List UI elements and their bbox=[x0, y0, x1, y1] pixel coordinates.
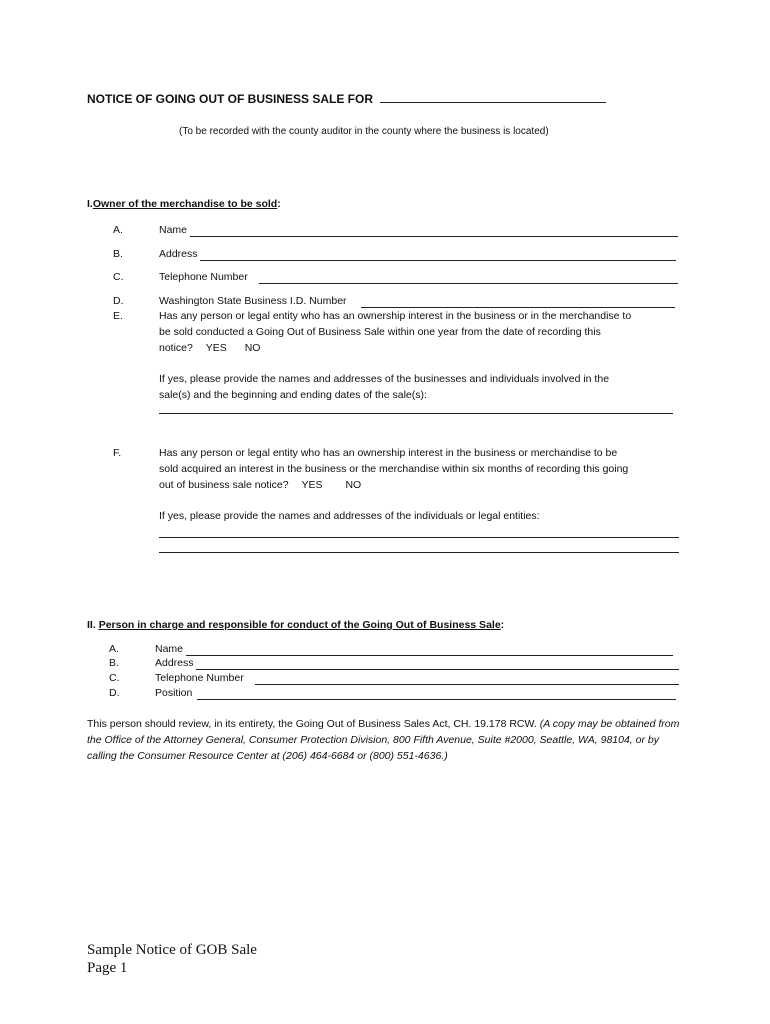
s1-e-line3 bbox=[159, 342, 260, 354]
s2-position-label: Position bbox=[155, 687, 193, 699]
s2-phone-label: Telephone Number bbox=[155, 672, 244, 684]
s1-letter-f: F. bbox=[113, 447, 122, 459]
s1-e-line1: Has any person or legal entity who has an ownership interest in the business or in the merchandise to bbox=[159, 310, 632, 322]
s1-f-yes-option[interactable]: YES bbox=[301, 479, 323, 491]
section-1-heading bbox=[87, 198, 281, 210]
s2-letter-b: B. bbox=[109, 657, 119, 669]
s1-name-field[interactable] bbox=[190, 236, 678, 237]
s1-phone-field[interactable] bbox=[259, 283, 678, 284]
s1-f-ifyes: If yes, please provide the names and addresses of the individuals or legal entities: bbox=[159, 510, 540, 522]
s1-e-question: notice? bbox=[159, 342, 193, 354]
section-2-title: Person in charge and responsible for conduct of the Going Out of Business Sale bbox=[98, 619, 501, 631]
section-1-colon: : bbox=[277, 198, 281, 210]
s2-letter-a: A. bbox=[109, 643, 119, 655]
s1-f-answer-field-2[interactable] bbox=[159, 552, 679, 553]
s1-e-line2: be sold conducted a Going Out of Business Sale within one year from the date of recording this bbox=[159, 326, 601, 338]
section-2-heading bbox=[87, 619, 504, 631]
title-blank-field[interactable] bbox=[380, 92, 606, 103]
s1-e-ifyes-line2: sale(s) and the beginning and ending dates of the sale(s): bbox=[159, 389, 427, 401]
footer-title: Sample Notice of GOB Sale bbox=[87, 942, 257, 958]
section-1-title: Owner of the merchandise to be sold bbox=[92, 198, 278, 210]
s1-f-line3 bbox=[159, 479, 361, 491]
s1-e-answer-field[interactable] bbox=[159, 413, 673, 414]
s1-letter-c: C. bbox=[113, 271, 124, 283]
s2-name-field[interactable] bbox=[186, 655, 673, 656]
s1-business-id-field[interactable] bbox=[361, 307, 675, 308]
title-text: NOTICE OF GOING OUT OF BUSINESS SALE FOR bbox=[87, 92, 374, 106]
s1-f-no-option[interactable]: NO bbox=[345, 479, 362, 491]
s1-letter-a: A. bbox=[113, 224, 123, 236]
s2-name-label: Name bbox=[155, 643, 184, 655]
page-title bbox=[87, 92, 606, 106]
section-2-number: II. bbox=[87, 619, 96, 631]
section-2-colon: : bbox=[500, 619, 505, 631]
s2-address-label: Address bbox=[155, 657, 194, 669]
review-text: This person should review, in its entirety, the Going Out of Business Sales Act, CH. 19.178 RCW. bbox=[87, 718, 537, 730]
s1-e-ifyes-line1: If yes, please provide the names and addresses of the businesses and individuals involved in the bbox=[159, 373, 610, 385]
s2-position-field[interactable] bbox=[197, 699, 676, 700]
review-note: (A copy may be obtained from the Office of the Attorney General, Consumer Protection Division, 800 Fifth Avenue, Suite #2000, Seattle, WA, 98104, or by calling the Consumer Resource Center at (206) 464-6684 or (800) 551-4636.) bbox=[87, 718, 680, 762]
s1-e-yes-option[interactable]: YES bbox=[205, 342, 227, 354]
s1-name-label: Name bbox=[159, 224, 188, 236]
s1-f-line1: Has any person or legal entity who has an ownership interest in the business or merchandise to be bbox=[159, 447, 618, 459]
s1-phone-label: Telephone Number bbox=[159, 271, 248, 283]
s1-address-field[interactable] bbox=[200, 260, 676, 261]
s1-f-answer-field-1[interactable] bbox=[159, 537, 679, 538]
s1-f-line2: sold acquired an interest in the business or the merchandise within six months of recording this going bbox=[159, 463, 629, 475]
s1-address-label: Address bbox=[159, 248, 198, 260]
s1-f-question: out of business sale notice? bbox=[159, 479, 289, 491]
review-paragraph bbox=[87, 716, 687, 764]
s2-phone-field[interactable] bbox=[255, 684, 679, 685]
s1-e-no-option[interactable]: NO bbox=[244, 342, 261, 354]
s2-letter-c: C. bbox=[109, 672, 120, 684]
s2-address-field[interactable] bbox=[196, 669, 679, 670]
s2-letter-d: D. bbox=[109, 687, 120, 699]
s1-letter-d: D. bbox=[113, 295, 124, 307]
page-subtitle: (To be recorded with the county auditor in the county where the business is located) bbox=[179, 126, 549, 137]
section-1-number: I. bbox=[87, 198, 93, 210]
s1-business-id-label: Washington State Business I.D. Number bbox=[159, 295, 347, 307]
s1-letter-e: E. bbox=[113, 310, 123, 322]
s1-letter-b: B. bbox=[113, 248, 123, 260]
footer-page-number: Page 1 bbox=[87, 960, 128, 976]
